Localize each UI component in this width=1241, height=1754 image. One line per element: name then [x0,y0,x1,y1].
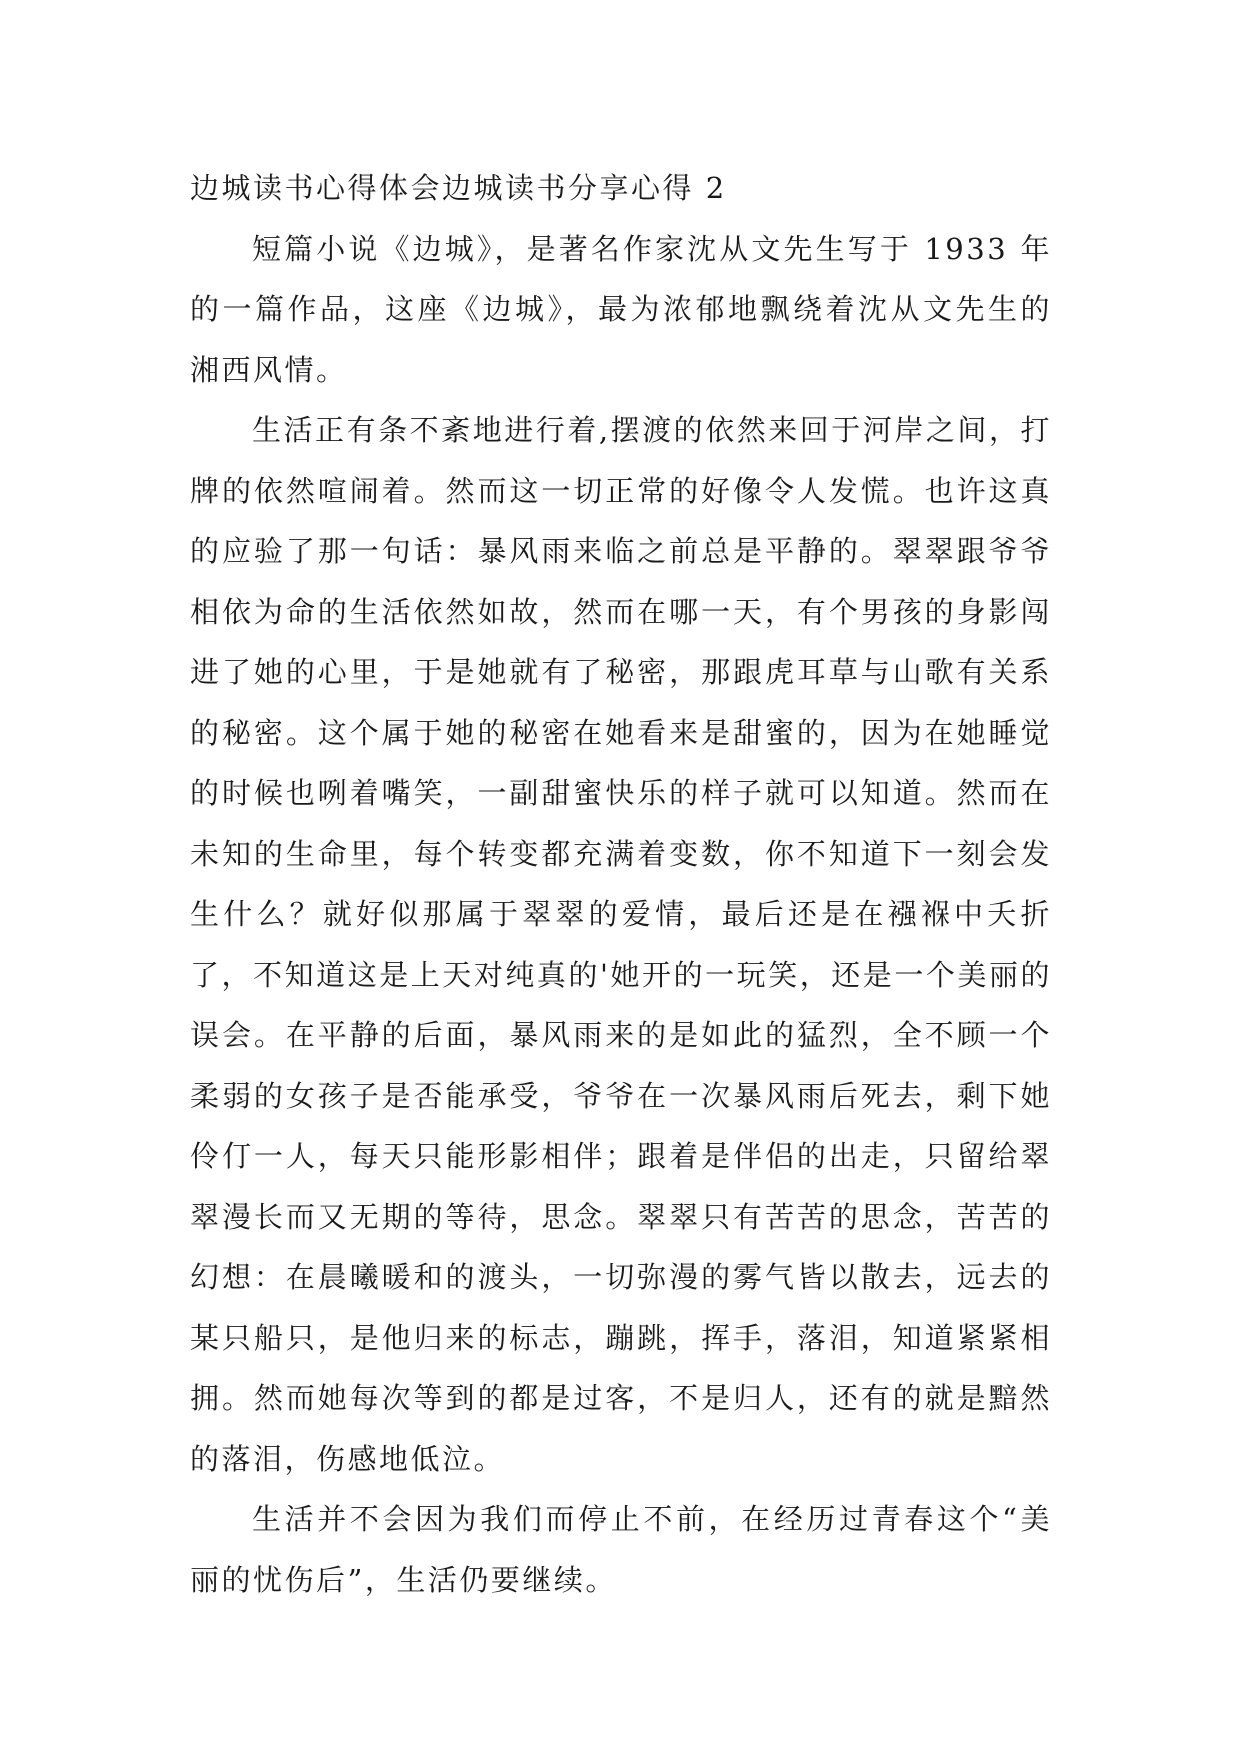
paragraph-conclusion: 生活并不会因为我们而停止不前，在经历过青春这个“美丽的忧伤后”，生活仍要继续。 [190,1502,1052,1597]
document-title: 边城读书心得体会边城读书分享心得 2 [190,171,727,205]
paragraph-intro: 短篇小说《边城》，是著名作家沈从文先生写于 1933 年的一篇作品，这座《边城》，最为浓郁地飘绕着沈从文先生的湘西风情。 [190,231,1052,387]
paragraph-story: 生活正有条不紊地进行着,摆渡的依然来回于河岸之间，打牌的依然喧闹着。然而这一切正常的好像令人发慌。也许这真的应验了那一句话：暴风雨来临之前总是平静的。翠翠跟爷爷相依为命的生活依然如故，然而在哪一天，有个男孩的身影闯进了她的心里，于是她就有了秘密，那跟虎耳草与山歌有关系的秘密。这个属于她的秘密在她看来是甜蜜的，因为在她睡觉的时候也咧着嘴笑，一副甜蜜快乐的样子就可以知道。然而在未知的生命里，每个转变都充满着变数，你不知道下一刻会发生什么？就好似那属于翠翠的爱情，最后还是在襁褓中夭折了，不知道这是上天对纯真的'她开的一玩笑，还是一个美丽的误会。在平静的后面，暴风雨来的是如此的猛烈，全不顾一个柔弱的女孩子是否能承受，爷爷在一次暴风雨后死去，剩下她伶仃一人，每天只能形影相伴；跟着是伴侣的出走，只留给翠翠漫长而又无期的等待，思念。翠翠只有苦苦的思念，苦苦的幻想：在晨曦暖和的渡头，一切弥漫的雾气皆以散去，远去的某只船只，是他归来的标志，蹦跳，挥手，落泪，知道紧紧相拥。然而她每次等到的都是过客，不是归人，还有的就是黯然的落泪，伤感地低泣。 [190,413,1052,1476]
document-body [190,158,1052,1610]
